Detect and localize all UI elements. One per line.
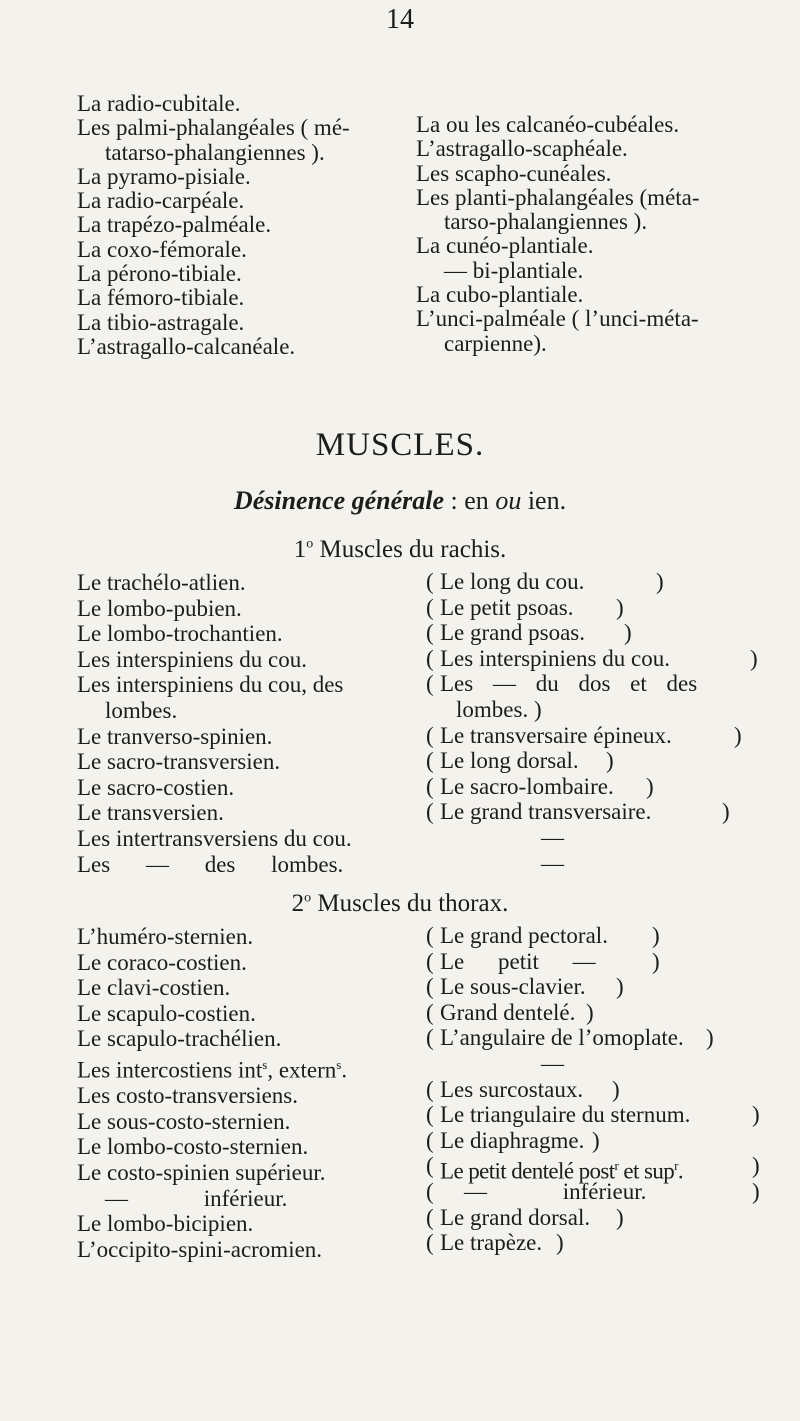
muscle-synonym: Le trapèze. <box>440 1230 543 1256</box>
section-1-label: Muscles du rachis. <box>313 536 507 563</box>
abbrev-sup: s <box>336 1056 342 1072</box>
muscle-entry: Le coraco-costien. <box>77 949 247 975</box>
muscle-synonym: Les interspiniens du cou. <box>440 645 670 671</box>
muscle-entry: Le sacro-transversien. <box>77 749 281 775</box>
muscle-entry: Le lombo-bicipien. <box>77 1211 254 1237</box>
page-number: 14 <box>386 4 414 35</box>
muscle-synonym: — inférieur. <box>464 1178 647 1204</box>
joints-right-column <box>416 113 700 356</box>
muscle-synonym: Le petit — <box>440 948 596 974</box>
abbrev-sup: r <box>674 1158 678 1174</box>
joint-entry: Les planti-phalangéales (méta- <box>416 184 700 210</box>
rachis-right-column: ( Le long du cou. ) ( Le petit psoas. ) ( Le grand psoas. ) ( Les interspiniens du cou. ) ( Les — du dos et des lombes. ) ( Le transversaire épineux. ) ( Le long dorsal. ) ( Le sacro-lombaire. ) ( Le grand transversaire. ) — — <box>426 569 758 876</box>
muscle-entry: Le scapulo-trachélien. <box>77 1026 282 1052</box>
joint-entry: La ou les calcanéo-cubéales. <box>416 112 680 137</box>
muscle-entry: Le transversien. <box>77 800 224 826</box>
muscle-entry: L’huméro-sternien. <box>77 924 254 949</box>
desinence-ien: ien. <box>521 486 567 515</box>
section-2-number: 2 <box>291 890 305 917</box>
muscle-entry: L’occipito-spini-acromien. <box>77 1236 323 1262</box>
joint-entry: La radio-carpéale. <box>77 188 245 214</box>
muscle-synonym: Le sous-clavier. <box>440 974 586 1000</box>
joint-entry: La cunéo-plantiale. <box>416 233 594 259</box>
joint-entry: carpienne). <box>444 330 547 356</box>
section-1-ordinal: o <box>306 536 314 552</box>
section-1-title <box>0 536 800 564</box>
joint-entry: La fémoro-tibiale. <box>77 285 245 311</box>
joint-entry: tatarso-phalangiennes ). <box>105 139 325 165</box>
muscles-title: MUSCLES. <box>315 427 485 463</box>
muscle-synonym: Le transversaire épineux. <box>440 722 672 748</box>
muscle-entry: Le scapulo-costien. <box>77 1000 256 1026</box>
muscle-entry-text: Les intercostiens int <box>77 1057 263 1083</box>
abbrev-sup: r <box>614 1158 619 1174</box>
joint-entry: — bi-plantiale. <box>444 257 584 283</box>
muscle-synonym: lombes. <box>456 696 529 722</box>
joints-left-column <box>77 92 350 359</box>
muscle-synonym: Les surcostaux. <box>440 1076 584 1102</box>
desinence-ou: ou <box>495 486 522 515</box>
muscle-synonym: Le diaphragme. <box>440 1127 585 1153</box>
muscle-synonym: Le long du cou. <box>440 569 585 594</box>
joint-entry: tarso-phalangiennes ). <box>444 209 648 235</box>
section-1-number: 1 <box>293 536 307 563</box>
thorax-right-column: ( Le grand pectoral. ) ( Le petit — ) ( Le sous-clavier. ) ( Grand dentelé. ) ( L’angulaire de l’omoplate. ) — ( Les surcostaux. ) ( Le triangulaire du sternum. ) ( Le diaphragme. ) ( Le petit dentelé post$^r$ et sup$^r$. ) ( — inférieur. ) ( Le grand dorsal. ) ( Le trapèze. ) <box>426 923 760 1256</box>
joint-entry: Les palmi-phalangéales ( mé- <box>77 115 350 141</box>
muscle-synonym: Le sacro-lombaire. <box>440 773 614 799</box>
rachis-left-column <box>77 570 352 877</box>
muscle-entry: Les interspiniens du cou, des <box>77 672 344 698</box>
joint-entry: L’astragallo-calcanéale. <box>77 333 296 359</box>
section-2-label: Muscles du thorax. <box>311 890 509 917</box>
muscle-synonym-text: et sup <box>618 1159 675 1184</box>
muscle-entry: Le costo-spinien supérieur. <box>77 1160 326 1185</box>
muscle-synonym: Le petit psoas. <box>440 594 574 620</box>
desinence-line <box>0 486 800 516</box>
muscle-entry: Le sacro-costien. <box>77 774 235 800</box>
muscle-synonym: Le grand transversaire. <box>440 799 652 825</box>
muscle-entry: Le lombo-costo-sternien. <box>77 1134 309 1160</box>
muscle-entry-text: . <box>341 1057 348 1083</box>
thorax-left-column <box>77 924 347 1262</box>
muscle-synonym: Le grand psoas. <box>440 620 585 646</box>
desinence-text: : en <box>444 486 496 515</box>
joint-entry: La coxo-fémorale. <box>77 236 247 262</box>
desinence-label: Désinence générale <box>233 486 445 515</box>
muscle-synonym-text: . <box>677 1159 684 1184</box>
muscle-entry: Le sous-costo-sternien. <box>77 1108 291 1134</box>
muscle-entry: Le tranverso-spinien. <box>77 723 273 749</box>
muscle-entry: Le lombo-trochantien. <box>77 621 283 647</box>
section-2-ordinal: o <box>304 890 312 906</box>
joint-entry: La cubo-plantiale. <box>416 282 584 308</box>
muscle-synonym: Les — du dos et des <box>440 671 698 697</box>
muscle-synonym-text: Le petit dentelé post <box>440 1159 615 1184</box>
muscle-entry: lombes. <box>105 697 178 723</box>
abbrev-sup: s <box>262 1056 268 1072</box>
muscle-entry: Le clavi-costien. <box>77 975 231 1001</box>
muscle-synonym: — <box>541 850 564 876</box>
muscle-synonym: Le grand pectoral. <box>440 923 608 948</box>
muscle-synonym: Le triangulaire du sternum. <box>440 1102 691 1128</box>
muscle-synonym: L’angulaire de l’omoplate. <box>440 1025 684 1051</box>
joint-entry: L’unci-palméale ( l’unci-méta- <box>416 306 699 332</box>
joint-entry: L’astragallo-scaphéale. <box>416 136 628 162</box>
muscle-entry: Le lombo-pubien. <box>77 595 242 621</box>
muscle-entry: Les interspiniens du cou. <box>77 646 307 672</box>
joint-entry: La pyramo-pisiale. <box>77 163 251 189</box>
joint-entry: Les scapho-cunéales. <box>416 160 612 186</box>
muscle-entry-text: , extern <box>267 1057 337 1083</box>
muscle-synonym: — <box>541 824 564 850</box>
muscle-synonym: Grand dentelé. <box>440 999 576 1025</box>
muscle-synonym: — <box>541 1050 564 1076</box>
muscle-entry: Le trachélo-atlien. <box>77 570 246 595</box>
muscle-entry <box>77 1052 347 1083</box>
muscle-entry: Les intertransversiens du cou. <box>77 825 352 851</box>
muscle-entry: — inférieur. <box>105 1185 288 1211</box>
joint-entry: La tibio-astragale. <box>77 309 245 335</box>
joint-entry: La pérono-tibiale. <box>77 261 242 287</box>
muscle-entry: Les — des lombes. <box>77 851 344 877</box>
open-bracket: ( <box>426 569 434 594</box>
section-2-title <box>0 890 800 918</box>
joint-entry: La radio-cubitale. <box>77 91 241 116</box>
muscle-entry: Les costo-transversiens. <box>77 1083 298 1109</box>
muscle-synonym: Le long dorsal. <box>440 748 579 774</box>
joint-entry: La trapézo-palméale. <box>77 212 272 238</box>
muscle-synonym: Le grand dorsal. <box>440 1204 591 1230</box>
